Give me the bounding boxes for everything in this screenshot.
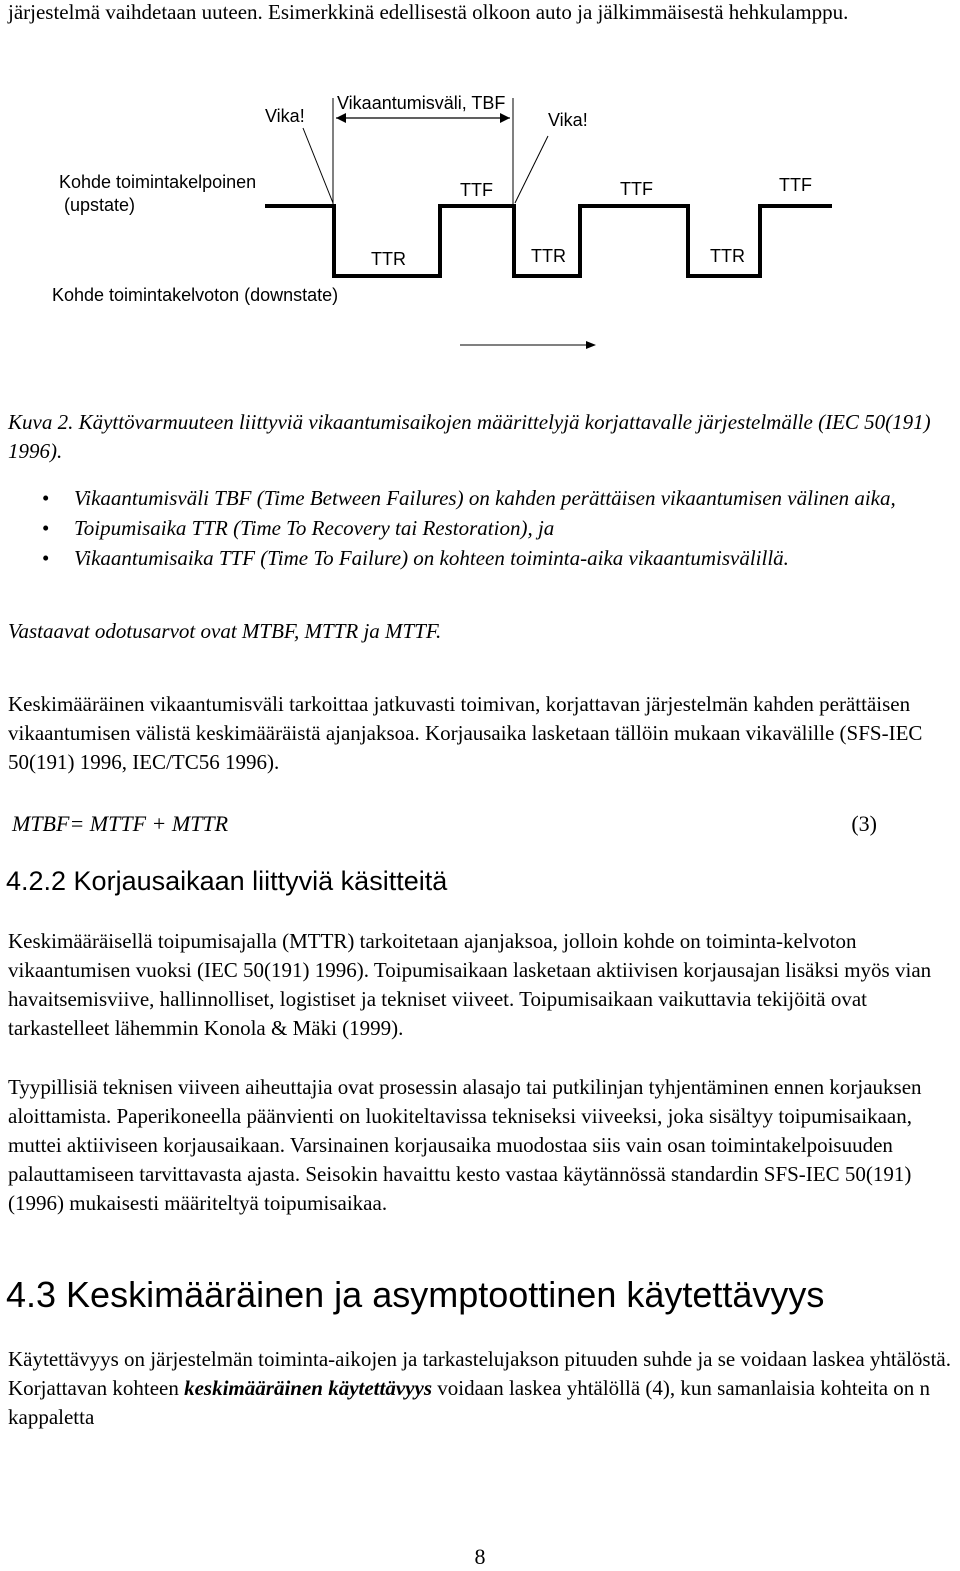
ttr-label-1: TTR	[371, 249, 406, 269]
vika-label-left: Vika!	[265, 106, 305, 126]
availability-emphasis: keskimääräinen käytettävyys	[184, 1376, 432, 1400]
upstate-label-line1: Kohde toimintakelpoinen	[59, 172, 257, 192]
tbf-arrow-right-head	[500, 113, 510, 123]
vika-label-right: Vika!	[548, 110, 588, 130]
mttr-paragraph: Keskimääräisellä toipumisajalla (MTTR) tarkoitetaan ajanjaksoa, jolloin kohde on toiminta-kelvoton vikaantumisen vuoksi (IEC 50(191) 1996). Toipumisaikaan lasketaan aktiivisen korjausajan lisäksi myös vian havaitsemisviive, hallinnolliset, logistiset ja tekniset viiveet. Toipumisaikaan vaikuttavia tekijöitä ovat tarkastelleet lähemmin Konola & Mäki (1999).	[8, 929, 932, 1040]
ttf-label-3: TTF	[779, 175, 812, 195]
mtbf-paragraph: Keskimääräinen vikaantumisväli tarkoittaa jatkuvasti toimivan, korjattavan järjestelmän kahden perättäisen vikaantumisen välistä keskimääräistä ajanjaksoa. Korjausaika lasketaan tällöin mukaan vikavälille (SFS-IEC 50(191) 1996, IEC/TC56 1996).	[8, 692, 923, 774]
list-item: • Vikaantumisväli TBF (Time Between Failures) on kahden perättäisen vikaantumisen välinen aika,	[0, 484, 960, 513]
availability-text-end: voidaan laskea yhtälöllä (4), kun samanlaisia kohteita on n kappaletta	[8, 1376, 931, 1429]
ttf-label-2: TTF	[620, 179, 653, 199]
ttr-label-3: TTR	[710, 246, 745, 266]
upstate-label-line2: (upstate)	[64, 195, 136, 215]
ttf-label-1: TTF	[460, 180, 493, 200]
ttr-label-2: TTR	[531, 246, 566, 266]
figure-caption: Kuva 2. Käyttövarmuuteen liittyviä vikaantumisaikojen määrittelyjä korjattavalle järjestelmälle (IEC 50(191) 1996).	[8, 410, 931, 463]
equation-number: (3)	[851, 811, 877, 836]
page-number: 8	[474, 1544, 486, 1569]
equation-row	[12, 809, 877, 838]
downstate-label: Kohde toimintakelvoton (downstate)	[52, 285, 339, 305]
list-item: • Vikaantumisaika TTF (Time To Failure) on kohteen toiminta-aika vikaantumisvälillä.	[0, 544, 960, 573]
intro-paragraph: järjestelmä vaihdetaan uuteen. Esimerkkinä edellisestä olkoon auto ja jälkimmäisestä hehkulamppu.	[8, 0, 849, 24]
tbf-label: Vikaantumisväli, TBF	[337, 93, 506, 113]
list-item: • Toipumisaika TTR (Time To Recovery tai Restoration), ja	[0, 514, 960, 543]
definition-list	[0, 484, 960, 573]
vika-pointer-left	[303, 128, 333, 203]
technical-delay-paragraph: Tyypillisiä teknisen viiveen aiheuttajia ovat prosessin alasajo tai putkilinjan tyhjentäminen ennen korjauksen aloittamista. Paperikoneella päänvienti on luokiteltavissa tekniseksi viiveeksi, joka sisältyy toipumisaikaan, muttei aktiiviseen korjausaikaan. Varsinainen korjausaika muodostaa siis vain osan toimintakelpoisuuden palauttamiseen tarvittavasta ajasta. Seisokin havaittu kesto vastaa käytännössä standardin SFS-IEC 50(191) (1996) mukaisesti määriteltyä toipumisaikaa.	[8, 1075, 922, 1215]
expected-values-text: Vastaavat odotusarvot ovat MTBF, MTTR ja MTTF.	[8, 619, 442, 643]
availability-paragraph	[8, 1345, 953, 1432]
tbf-arrow-left-head	[336, 113, 346, 123]
failure-timing-diagram	[0, 80, 960, 360]
availability-text-start: Käytettävyys on järjestelmän toiminta-aikojen ja tarkastelujakson pituuden suhde ja se voidaan laskea yhtälöstä. Korjattavan kohteen	[8, 1347, 951, 1400]
section-heading-4-2-2: 4.2.2 Korjausaikaan liittyviä käsitteitä	[6, 866, 448, 896]
equation: MTBF= MTTF + MTTR	[12, 811, 229, 836]
section-heading-4-3: 4.3 Keskimääräinen ja asymptoottinen käytettävyys	[6, 1274, 825, 1315]
vika-pointer-right	[515, 136, 548, 203]
